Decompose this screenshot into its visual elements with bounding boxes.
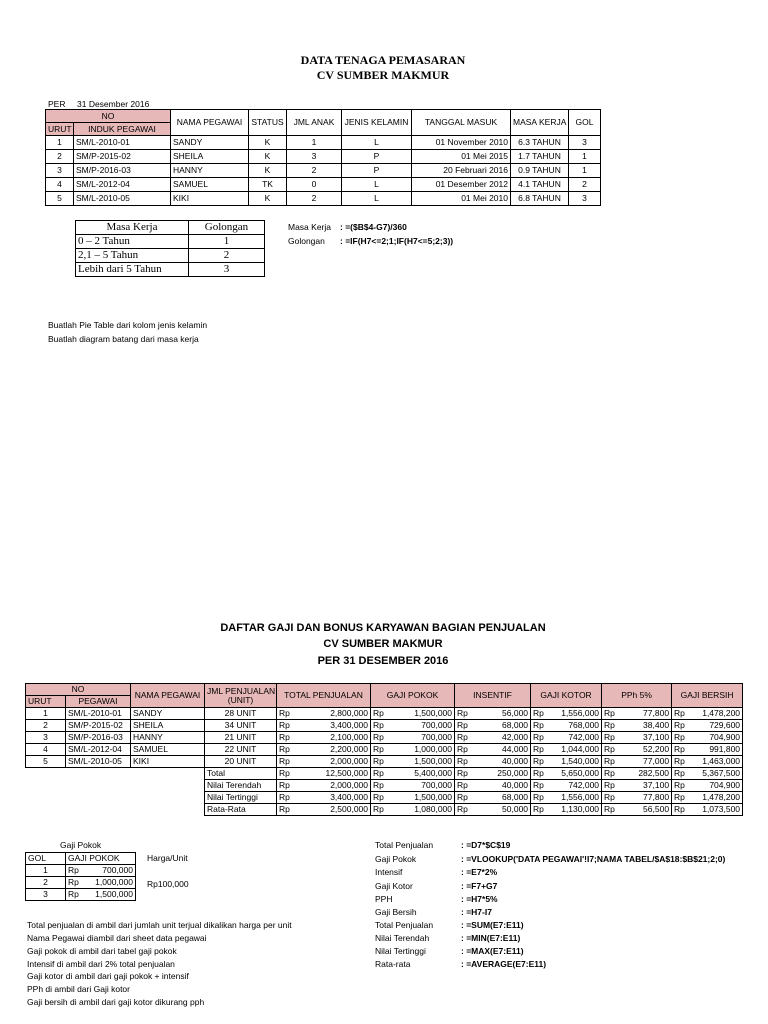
- header-induk-pegawai: INDUK PEGAWAI: [74, 123, 171, 136]
- cell-gaji: 1,500,000: [84, 889, 136, 901]
- table-row: [46, 150, 601, 164]
- cell-rp: Rp: [277, 720, 295, 732]
- cell-bersih: 5,367,500: [690, 768, 743, 780]
- cell-pokok: 700,000: [389, 732, 455, 744]
- cell-urut: 1: [26, 708, 66, 720]
- cell-pph: 77,000: [620, 756, 672, 768]
- cell-rp: Rp: [455, 708, 473, 720]
- cell-rp: Rp: [531, 744, 549, 756]
- per-label: PER: [48, 99, 66, 109]
- cell-pokok: 1,000,000: [389, 744, 455, 756]
- cell-anak: 3: [287, 150, 342, 164]
- cell-rp: Rp: [602, 768, 620, 780]
- cell-gol: 3: [26, 889, 66, 901]
- cell-bersih: 991,800: [690, 744, 743, 756]
- cell-pokok: 700,000: [389, 720, 455, 732]
- cell-pegawai: SM/P-2015-02: [66, 720, 131, 732]
- cell-rp: Rp: [371, 804, 389, 816]
- cell-urut: 4: [46, 178, 74, 192]
- header-status: STATUS: [249, 110, 287, 136]
- summary-spacer: [26, 768, 205, 780]
- cell-gaji: 1,000,000: [84, 877, 136, 889]
- summary-row-total: [26, 768, 743, 780]
- formula-value: : =MIN(E7:E11): [461, 933, 521, 943]
- cell-unit: 21 UNIT: [205, 732, 277, 744]
- cell-nama: SANDY: [131, 708, 205, 720]
- cell-induk: SM/L-2012-04: [74, 178, 171, 192]
- cell-bersih: 1,478,200: [690, 792, 743, 804]
- cell-jk: P: [342, 150, 412, 164]
- formula-value: : =SUM(E7:E11): [461, 920, 524, 930]
- sheet1-title-line1: DATA TENAGA PEMASARAN: [300, 53, 466, 67]
- cell-rp: Rp: [277, 780, 295, 792]
- cell-nama: KIKI: [131, 756, 205, 768]
- header-gaji-bersih: GAJI BERSIH: [672, 684, 743, 708]
- cell-kotor: 1,540,000: [549, 756, 602, 768]
- header-pph: PPh 5%: [602, 684, 672, 708]
- gaji-pokok-caption: Gaji Pokok: [60, 840, 102, 850]
- cell-rp: Rp: [455, 756, 473, 768]
- cell-rp: Rp: [672, 768, 690, 780]
- cell-gol: 2: [26, 877, 66, 889]
- harga-unit-label: Harga/Unit: [147, 853, 188, 863]
- cell-pph: 38,400: [620, 720, 672, 732]
- formula-masa-kerja: : =($B$4-G7)/360: [340, 222, 407, 232]
- cell-pokok: 700,000: [389, 780, 455, 792]
- cell-rp: Rp: [531, 732, 549, 744]
- cell-unit: 20 UNIT: [205, 756, 277, 768]
- cell-rp: Rp: [455, 804, 473, 816]
- cell-pph: 37,100: [620, 780, 672, 792]
- formula-label-masa-kerja: Masa Kerja: [288, 222, 331, 232]
- cell-rp: Rp: [455, 768, 473, 780]
- cell-jk: P: [342, 164, 412, 178]
- formula-value: : =H7-I7: [461, 907, 492, 917]
- cell-rp: Rp: [531, 780, 549, 792]
- employee-data-table: [45, 109, 601, 206]
- cell-pokok: 1,500,000: [389, 708, 455, 720]
- header-pegawai: PEGAWAI: [66, 696, 131, 708]
- cell-anak: 1: [287, 136, 342, 150]
- cell-pegawai: SM/P-2016-03: [66, 732, 131, 744]
- summary-label: Nilai Terendah: [205, 780, 277, 792]
- gaji-pokok-table: [25, 852, 136, 901]
- cell-kotor: 742,000: [549, 780, 602, 792]
- cell-kotor: 1,044,000: [549, 744, 602, 756]
- cell-status: K: [249, 150, 287, 164]
- formula-label: Gaji Kotor: [375, 881, 413, 891]
- cell-kotor: 1,130,000: [549, 804, 602, 816]
- summary-label: Nilai Tertinggi: [205, 792, 277, 804]
- header-nama-pegawai: NAMA PEGAWAI: [171, 110, 249, 136]
- cell-status: TK: [249, 178, 287, 192]
- salary-table: [25, 683, 743, 816]
- header-jml-anak: JML ANAK: [287, 110, 342, 136]
- cell-pokok: 1,500,000: [389, 792, 455, 804]
- cell-insentif: 68,000: [473, 792, 531, 804]
- cell-nama: KIKI: [171, 192, 249, 206]
- cell-masa: 6.8 TAHUN: [511, 192, 569, 206]
- cell-masa: 1.7 TAHUN: [511, 150, 569, 164]
- header-gol: GOL: [569, 110, 601, 136]
- formula-label: Nilai Tertinggi: [375, 946, 426, 956]
- cell-induk: SM/P-2016-03: [74, 164, 171, 178]
- cell-rp: Rp: [371, 792, 389, 804]
- header-tanggal-masuk: TANGGAL MASUK: [412, 110, 511, 136]
- cell-rp: Rp: [531, 768, 549, 780]
- cell-nama: SAMUEL: [171, 178, 249, 192]
- cell-bersih: 704,900: [690, 780, 743, 792]
- table-row: [46, 136, 601, 150]
- cell-pegawai: SM/L-2010-01: [66, 708, 131, 720]
- formula-value: : =H7*5%: [461, 894, 498, 904]
- cell-rp: Rp: [371, 780, 389, 792]
- cell-rp: Rp: [672, 804, 690, 816]
- formula-label: Rata-rata: [375, 959, 411, 969]
- cell-rp: Rp: [602, 780, 620, 792]
- cell-pokok: 1,500,000: [389, 756, 455, 768]
- cell-rp: Rp: [602, 756, 620, 768]
- cell-rp: Rp: [277, 756, 295, 768]
- cell-pph: 52,200: [620, 744, 672, 756]
- header-jml-line1: JML PENJUALAN: [207, 685, 276, 696]
- table-row: [76, 235, 265, 249]
- header-golongan: Golongan: [189, 221, 265, 235]
- table-row: [26, 756, 743, 768]
- cell-tanggal: 01 Mei 2010: [412, 192, 511, 206]
- formula-value: : =E7*2%: [461, 867, 498, 877]
- summary-spacer: [26, 792, 205, 804]
- cell-masa: 4.1 TAHUN: [511, 178, 569, 192]
- header-insentif: INSENTIF: [455, 684, 531, 708]
- cell-tanggal: 01 Mei 2015: [412, 150, 511, 164]
- cell-total: 2,800,000: [295, 708, 371, 720]
- summary-spacer: [26, 804, 205, 816]
- cell-rp: Rp: [277, 708, 295, 720]
- harga-unit-value: Rp100,000: [147, 879, 189, 889]
- cell-pokok: 5,400,000: [389, 768, 455, 780]
- note-line: Nama Pegawai diambil dari sheet data pegawai: [27, 933, 207, 943]
- cell-pph: 282,500: [620, 768, 672, 780]
- table-row: [46, 164, 601, 178]
- table-row: [26, 889, 136, 901]
- cell-nama: SHEILA: [171, 150, 249, 164]
- cell-pokok: 1,080,000: [389, 804, 455, 816]
- cell-rp: Rp: [455, 732, 473, 744]
- header-jml-line2: (UNIT): [227, 694, 254, 705]
- cell-rp: Rp: [277, 768, 295, 780]
- header-urut: URUT: [26, 696, 66, 708]
- cell-urut: 2: [46, 150, 74, 164]
- cell-masa: 0.9 TAHUN: [511, 164, 569, 178]
- instruction-pie: Buatlah Pie Table dari kolom jenis kelamin: [48, 320, 208, 330]
- cell-total: 3,400,000: [295, 792, 371, 804]
- cell-total: 2,000,000: [295, 780, 371, 792]
- header-jenis-kelamin: JENIS KELAMIN: [342, 110, 412, 136]
- table-row: [26, 732, 743, 744]
- formula-value: : =AVERAGE(E7:E11): [461, 959, 547, 969]
- cell-urut: 5: [26, 756, 66, 768]
- cell-nama: SHEILA: [131, 720, 205, 732]
- formula-value: : =F7+G7: [461, 881, 498, 891]
- golongan-table: [75, 220, 265, 277]
- cell-rp: Rp: [371, 732, 389, 744]
- cell-gol: 2: [569, 178, 601, 192]
- cell-rp: Rp: [531, 708, 549, 720]
- per-date: 31 Desember 2016: [77, 99, 150, 109]
- cell-rp: Rp: [371, 756, 389, 768]
- cell-rp: Rp: [66, 877, 84, 889]
- cell-total: 12,500,000: [295, 768, 371, 780]
- cell-rp: Rp: [672, 708, 690, 720]
- cell-insentif: 44,000: [473, 744, 531, 756]
- cell-masa: 2,1 – 5 Tahun: [76, 249, 189, 263]
- cell-nama: HANNY: [171, 164, 249, 178]
- cell-tanggal: 20 Februari 2016: [412, 164, 511, 178]
- cell-rp: Rp: [672, 744, 690, 756]
- cell-kotor: 1,556,000: [549, 708, 602, 720]
- cell-rp: Rp: [672, 792, 690, 804]
- cell-bersih: 729,600: [690, 720, 743, 732]
- formula-label: Total Penjualan: [375, 920, 434, 930]
- header-masa-kerja: Masa Kerja: [76, 221, 189, 235]
- cell-insentif: 42,000: [473, 732, 531, 744]
- header-gol: GOL: [26, 853, 66, 865]
- cell-kotor: 5,650,000: [549, 768, 602, 780]
- cell-masa: Lebih dari 5 Tahun: [76, 263, 189, 277]
- formula-value: : =D7*$C$19: [461, 840, 511, 850]
- cell-insentif: 50,000: [473, 804, 531, 816]
- cell-urut: 2: [26, 720, 66, 732]
- cell-nama: HANNY: [131, 732, 205, 744]
- cell-gol: 3: [569, 192, 601, 206]
- cell-rp: Rp: [455, 780, 473, 792]
- cell-gol: 1: [26, 865, 66, 877]
- cell-rp: Rp: [602, 792, 620, 804]
- cell-rp: Rp: [602, 732, 620, 744]
- cell-rp: Rp: [277, 792, 295, 804]
- table-row: [76, 249, 265, 263]
- cell-anak: 2: [287, 164, 342, 178]
- cell-gol: 3: [569, 136, 601, 150]
- cell-bersih: 704,900: [690, 732, 743, 744]
- cell-gol: 1: [569, 150, 601, 164]
- cell-nama: SAMUEL: [131, 744, 205, 756]
- cell-urut: 3: [26, 732, 66, 744]
- cell-total: 3,400,000: [295, 720, 371, 732]
- sheet2-title-line3: PER 31 DESEMBER 2016: [317, 655, 449, 667]
- cell-tanggal: 01 November 2010: [412, 136, 511, 150]
- cell-status: K: [249, 164, 287, 178]
- cell-rp: Rp: [672, 720, 690, 732]
- cell-tanggal: 01 Desember 2012: [412, 178, 511, 192]
- summary-row-min: [26, 780, 743, 792]
- cell-rp: Rp: [277, 804, 295, 816]
- summary-row-max: [26, 792, 743, 804]
- cell-rp: Rp: [66, 865, 84, 877]
- table-row: [26, 865, 136, 877]
- cell-induk: SM/L-2010-01: [74, 136, 171, 150]
- header-gaji-pokok: GAJI POKOK: [66, 853, 136, 865]
- cell-bersih: 1,478,200: [690, 708, 743, 720]
- cell-bersih: 1,463,000: [690, 756, 743, 768]
- note-line: Intensif di ambil dari 2% total penjualan: [27, 959, 175, 969]
- sheet2-title-line2: CV SUMBER MAKMUR: [323, 638, 443, 650]
- header-jml-penjualan: [205, 684, 277, 708]
- cell-unit: 22 UNIT: [205, 744, 277, 756]
- cell-rp: Rp: [277, 744, 295, 756]
- cell-unit: 34 UNIT: [205, 720, 277, 732]
- cell-anak: 2: [287, 192, 342, 206]
- table-row: [26, 877, 136, 889]
- formula-label: Intensif: [375, 867, 403, 877]
- note-line: Gaji pokok di ambil dari tabel gaji pokok: [27, 946, 177, 956]
- cell-total: 2,000,000: [295, 756, 371, 768]
- cell-rp: Rp: [371, 768, 389, 780]
- instruction-bar: Buatlah diagram batang dari masa kerja: [48, 334, 199, 344]
- header-gaji-kotor: GAJI KOTOR: [531, 684, 602, 708]
- cell-gaji: 700,000: [84, 865, 136, 877]
- cell-rp: Rp: [371, 744, 389, 756]
- cell-nama: SANDY: [171, 136, 249, 150]
- cell-gol: 1: [189, 235, 265, 249]
- cell-induk: SM/L-2010-05: [74, 192, 171, 206]
- cell-total: 2,200,000: [295, 744, 371, 756]
- cell-kotor: 768,000: [549, 720, 602, 732]
- cell-insentif: 250,000: [473, 768, 531, 780]
- cell-urut: 5: [46, 192, 74, 206]
- summary-label: Total: [205, 768, 277, 780]
- cell-insentif: 40,000: [473, 780, 531, 792]
- cell-total: 2,100,000: [295, 732, 371, 744]
- cell-rp: Rp: [531, 720, 549, 732]
- formula-value: : =MAX(E7:E11): [461, 946, 524, 956]
- summary-row-average: [26, 804, 743, 816]
- cell-pph: 77,800: [620, 792, 672, 804]
- cell-masa: 0 – 2 Tahun: [76, 235, 189, 249]
- cell-rp: Rp: [371, 720, 389, 732]
- formula-value: : =VLOOKUP('DATA PEGAWAI'!I7;NAMA TABEL/$A$18:$B$21;2;0): [461, 854, 726, 864]
- formula-label: Total Penjualan: [375, 840, 434, 850]
- cell-rp: Rp: [602, 708, 620, 720]
- cell-total: 2,500,000: [295, 804, 371, 816]
- cell-masa: 6.3 TAHUN: [511, 136, 569, 150]
- cell-jk: L: [342, 178, 412, 192]
- cell-rp: Rp: [672, 780, 690, 792]
- cell-pph: 37,100: [620, 732, 672, 744]
- cell-pegawai: SM/L-2010-05: [66, 756, 131, 768]
- cell-pph: 77,800: [620, 708, 672, 720]
- formula-label: Nilai Terendah: [375, 933, 430, 943]
- table-row: [26, 744, 743, 756]
- cell-gol: 2: [189, 249, 265, 263]
- cell-bersih: 1,073,500: [690, 804, 743, 816]
- table-row: [46, 178, 601, 192]
- header-no: NO: [26, 684, 131, 696]
- cell-rp: Rp: [672, 756, 690, 768]
- cell-urut: 4: [26, 744, 66, 756]
- cell-rp: Rp: [66, 889, 84, 901]
- summary-spacer: [26, 780, 205, 792]
- cell-rp: Rp: [531, 792, 549, 804]
- header-nama-pegawai: NAMA PEGAWAI: [131, 684, 205, 708]
- note-line: PPh di ambil dari Gaji kotor: [27, 984, 130, 994]
- formula-label-golongan: Golongan: [288, 236, 325, 246]
- cell-rp: Rp: [277, 732, 295, 744]
- formula-label: PPH: [375, 894, 393, 904]
- formula-golongan: : =IF(H7<=2;1;IF(H7<=5;2;3)): [340, 236, 454, 246]
- cell-rp: Rp: [602, 720, 620, 732]
- cell-status: K: [249, 192, 287, 206]
- sheet2-title-line1: DAFTAR GAJI DAN BONUS KARYAWAN BAGIAN PENJUALAN: [220, 622, 546, 634]
- cell-kotor: 1,556,000: [549, 792, 602, 804]
- cell-rp: Rp: [602, 804, 620, 816]
- cell-rp: Rp: [455, 744, 473, 756]
- header-gaji-pokok: GAJI POKOK: [371, 684, 455, 708]
- cell-urut: 3: [46, 164, 74, 178]
- cell-jk: L: [342, 192, 412, 206]
- cell-rp: Rp: [455, 792, 473, 804]
- summary-label: Rata-Rata: [205, 804, 277, 816]
- header-no: NO: [46, 110, 171, 123]
- cell-gol: 3: [189, 263, 265, 277]
- header-urut: URUT: [46, 123, 74, 136]
- formula-label: Gaji Pokok: [375, 854, 417, 864]
- formula-label: Gaji Bersih: [375, 907, 417, 917]
- note-line: Gaji bersih di ambil dari gaji kotor dikurang pph: [27, 997, 205, 1007]
- note-line: Gaji kotor di ambil dari gaji pokok + intensif: [27, 971, 189, 981]
- table-row: [26, 720, 743, 732]
- cell-jk: L: [342, 136, 412, 150]
- cell-rp: Rp: [531, 804, 549, 816]
- cell-anak: 0: [287, 178, 342, 192]
- table-row: [46, 192, 601, 206]
- cell-kotor: 742,000: [549, 732, 602, 744]
- cell-insentif: 56,000: [473, 708, 531, 720]
- cell-rp: Rp: [672, 732, 690, 744]
- cell-status: K: [249, 136, 287, 150]
- cell-insentif: 68,000: [473, 720, 531, 732]
- cell-rp: Rp: [455, 720, 473, 732]
- cell-rp: Rp: [602, 744, 620, 756]
- cell-unit: 28 UNIT: [205, 708, 277, 720]
- header-masa-kerja: MASA KERJA: [511, 110, 569, 136]
- cell-pph: 56,500: [620, 804, 672, 816]
- cell-pegawai: SM/L-2012-04: [66, 744, 131, 756]
- cell-rp: Rp: [531, 756, 549, 768]
- cell-urut: 1: [46, 136, 74, 150]
- header-total-penjualan: TOTAL PENJUALAN: [277, 684, 371, 708]
- table-row: [26, 708, 743, 720]
- note-line: Total penjualan di ambil dari jumlah unit terjual dikalikan harga per unit: [27, 920, 292, 930]
- cell-induk: SM/P-2015-02: [74, 150, 171, 164]
- cell-gol: 1: [569, 164, 601, 178]
- cell-rp: Rp: [371, 708, 389, 720]
- sheet1-title-line2: CV SUMBER MAKMUR: [316, 68, 450, 82]
- table-row: [76, 263, 265, 277]
- cell-insentif: 40,000: [473, 756, 531, 768]
